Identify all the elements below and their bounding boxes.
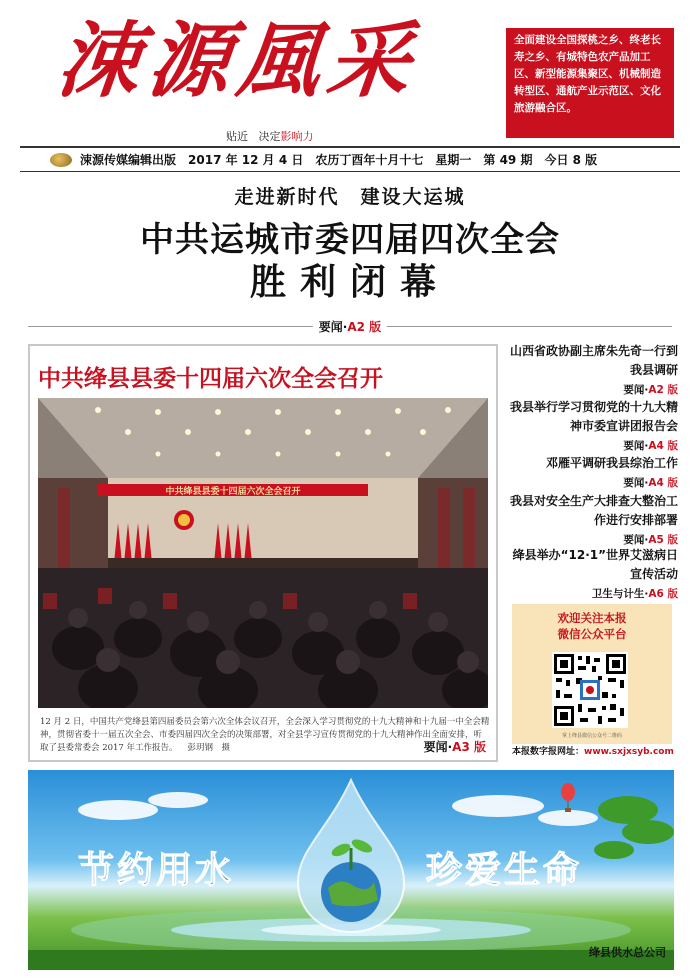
publisher: 涑源传媒编辑出版 [80,153,177,167]
issue-info-bar [20,146,680,172]
news-item-ref-label: 要闻· [623,384,649,396]
publisher-emblem-icon [50,153,72,167]
feature-ref-page: A3 版 [452,740,486,754]
news-item-ref-page: A6 版 [648,588,678,600]
news-item-ref-page: A5 版 [648,534,678,546]
news-item-ref-label: 要闻· [623,477,649,489]
feature-page-reference[interactable] [424,738,486,755]
news-item-ref-page: A4 版 [648,440,678,452]
news-item-ref-page: A4 版 [648,477,678,489]
feature-title[interactable]: 中共绛县县委十四届六次全会召开 [38,366,383,392]
qr-note: 掌上绛县微信公众号二维码 [561,733,622,739]
slogan-part-1: 贴近 [226,130,248,143]
qr-code-icon[interactable] [552,652,628,728]
news-item-ref [508,475,678,490]
lead-kicker: 走进新时代 建设大运城 [234,186,466,208]
issue-date: 2017 年 12 月 4 日 [188,153,304,167]
slogan [226,128,314,144]
news-item-ref [508,586,678,601]
news-item-ref [508,382,678,397]
news-item-title: 我县对安全生产大排查大整治工作进行安排部署 [509,494,678,527]
county-goals-box: 全面建设全国探桃之乡、终老长寿之乡、有城特色农产品加工区、新型能源集聚区、机械制造转型区、通航产业示范区、文化旅游融合区。 [506,28,674,138]
masthead [0,0,700,148]
digital-edition-link[interactable] [512,744,674,757]
page-count: 今日 8 版 [544,153,598,167]
lead-ref-label: 要闻· [318,320,348,334]
lead-headline-line-2[interactable]: 胜利闭幕 [249,262,450,303]
water-saving-ad [28,770,674,970]
lunar-date: 农历丁酉年十月十七 [315,153,424,167]
wechat-qr-panel [512,604,672,744]
news-item-ref-label: 要闻· [623,440,649,452]
ad-slogan-right: 珍爱生命 [426,850,583,891]
news-item-title: 我县举行学习贯彻党的十九大精神市委宣讲团报告会 [509,400,678,433]
qr-title-line-1: 欢迎关注本报 [557,611,627,625]
photo-author: 彭玥钢 摄 [187,743,231,753]
issue-number: 第 49 期 [483,153,533,167]
ad-slogan-left: 节约用水 [78,850,235,891]
weekday: 星期一 [435,153,472,167]
news-item[interactable] [508,398,678,453]
caption-text: 12 月 2 日，中国共产党绛县第四届委员会第六次全体会议召开，全会深入学习贯彻党的十九大精神和十九届一中全会精神，贯彻省委十一届五次全会、市委四届四次全会的决策部署，对全县学习宣传贯彻党的十九大精神作出全面安排，听取了县委常委会 2017 年工作报告。 [40,717,490,753]
news-item[interactable] [508,342,678,397]
lead-headline-line-1[interactable]: 中共运城市委四届四次全会 [140,220,560,260]
news-item-title: 邓雁平调研我县综治工作 [545,456,678,470]
news-item-ref-page: A2 版 [648,384,678,396]
lead-ref-link[interactable] [313,318,387,335]
news-item[interactable] [508,546,678,601]
newspaper-logo: 涑源風采 [52,13,424,109]
digital-url: www.sxjxsyb.com [584,747,674,757]
feature-story [28,344,498,762]
stage-banner-text: 中共绛县县委十四届六次全会召开 [165,487,301,497]
news-item-ref-label: 要闻· [623,534,649,546]
lead-page-reference [28,318,672,334]
news-item-ref [508,532,678,547]
news-item[interactable] [508,454,678,490]
news-item-ref [508,438,678,453]
news-item-title: 山西省政协副主席朱先奇一行到我县调研 [509,344,678,377]
slogan-part-2: 决定 [258,130,281,143]
photo-caption [40,716,490,755]
digital-label: 本报数字报网址： [512,747,585,757]
meeting-photo [38,398,488,708]
news-item-title: 绛县举办“12·1”世界艾滋病日宣传活动 [512,548,678,581]
news-item[interactable] [508,492,678,547]
qr-title-line-2: 微信公众平台 [557,627,627,641]
lead-ref-page: A2 版 [347,320,382,334]
slogan-highlight: 影响力 [280,130,314,143]
ad-sponsor: 绛县供水总公司 [589,946,666,959]
feature-ref-label: 要闻· [423,740,453,754]
news-item-ref-label: 卫生与计生· [591,588,649,600]
